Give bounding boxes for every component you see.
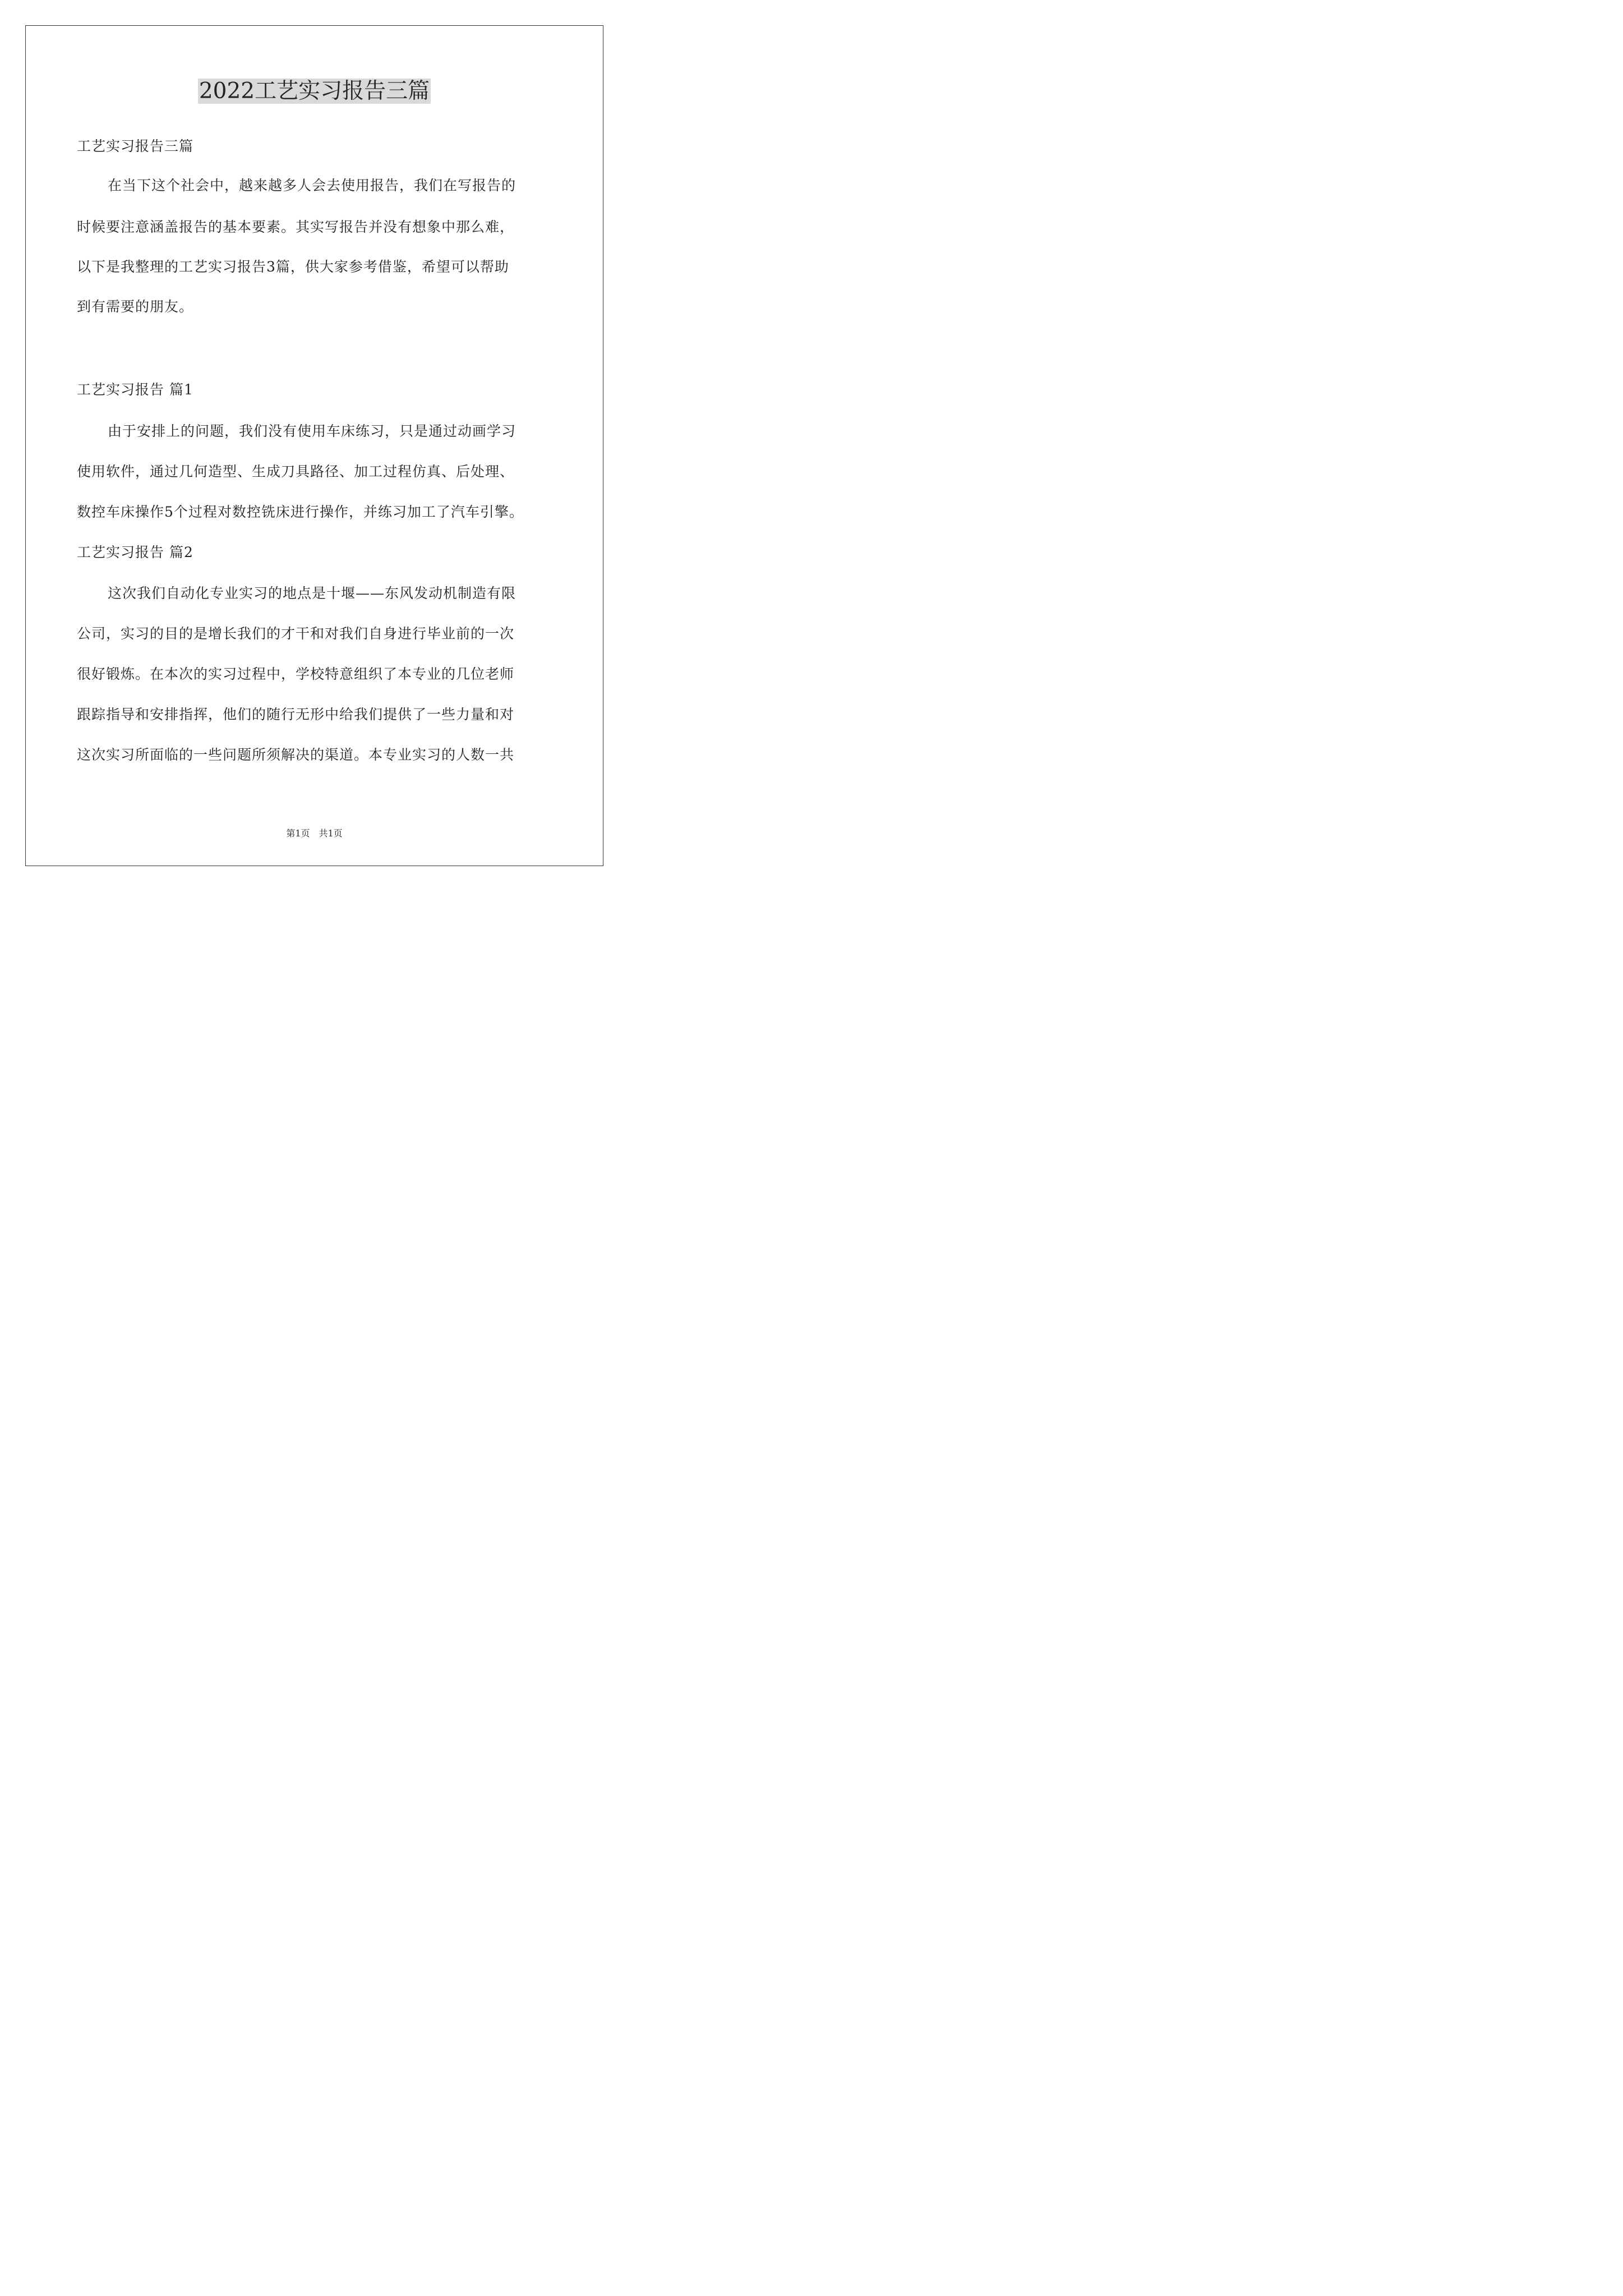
intro-paragraph-line: 在当下这个社会中，越来越多人会去使用报告，我们在写报告的 <box>108 177 517 194</box>
section-paragraph-line: 由于安排上的问题，我们没有使用车床练习，只是通过动画学习 <box>108 423 517 439</box>
intro-paragraph-line: 时候要注意涵盖报告的基本要素。其实写报告并没有想象中那么难， <box>77 219 515 235</box>
section-paragraph-line: 公司，实习的目的是增长我们的才干和对我们自身进行毕业前的一次 <box>77 625 515 642</box>
section-paragraph-line: 使用软件，通过几何造型、生成刀具路径、加工过程仿真、后处理、 <box>77 463 515 480</box>
page-number-footer: 第1页 共1页 <box>286 828 343 839</box>
section-paragraph-line: 这次实习所面临的一些问题所须解决的渠道。本专业实习的人数一共 <box>77 747 515 763</box>
section-paragraph-line: 这次我们自动化专业实习的地点是十堰——东风发动机制造有限 <box>108 585 517 601</box>
document-title-text: 2022工艺实习报告三篇 <box>199 79 430 104</box>
section-heading: 工艺实习报告 篇2 <box>77 544 193 560</box>
intro-paragraph-line: 以下是我整理的工艺实习报告3篇，供大家参考借鉴，希望可以帮助 <box>77 259 509 275</box>
document-subtitle: 工艺实习报告三篇 <box>77 138 194 154</box>
section-paragraph-line: 跟踪指导和安排指挥，他们的随行无形中给我们提供了一些力量和对 <box>77 706 515 723</box>
section-heading: 工艺实习报告 篇1 <box>77 381 193 398</box>
section-paragraph-line: 很好锻炼。在本次的实习过程中，学校特意组织了本专业的几位老师 <box>77 666 515 682</box>
intro-paragraph-line: 到有需要的朋友。 <box>77 298 194 315</box>
section-paragraph-line: 数控车床操作5个过程对数控铣床进行操作，并练习加工了汽车引擎。 <box>77 504 524 520</box>
document-title <box>0 77 629 105</box>
